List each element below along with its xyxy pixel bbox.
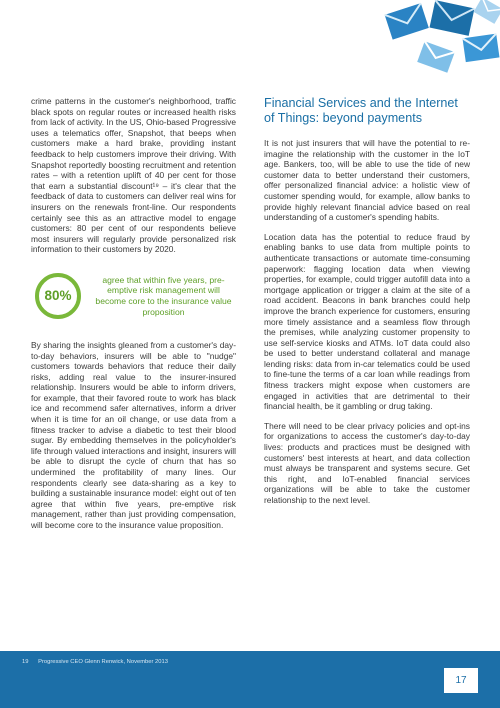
envelope-stack-icon xyxy=(380,0,500,95)
page-footer xyxy=(0,651,500,708)
right-column xyxy=(264,96,470,515)
footnote-text: Progressive CEO Glenn Renwick, November 2013 xyxy=(38,659,168,665)
section-heading: Financial Services and the Internet of Things: beyond payments xyxy=(264,96,458,125)
page-number xyxy=(444,668,478,693)
body-paragraph: Location data has the potential to reduce fraud by enabling banks to use data from multiple points to authenticate transactions or automate time-consuming paperwork: flagging location data when viewing properties, for example, could trigger autofill data into a mortgage application or trigger a claim at the site of a road accident. Beacons in bank branches could help improve the branch experience for customers, ensuring more timely assistance and a seamless flow through the premises, while analyzing customer propensity to use self-service kiosks and ATMs. IoT data could also be used to better understand collateral and manage lending risks: data from in-car telematics could be used to fine-tune the terms of a car loan while readings from fitness trackers might expose when customers are engaged in activities that are detrimental to their financial health, be it gambling or drug taking. xyxy=(264,231,470,412)
envelope-icon xyxy=(430,0,475,36)
stat-description: agree that within five years, pre-emptive risk management will become core to the insurance value proposition xyxy=(95,274,232,317)
left-column xyxy=(31,96,236,540)
envelope-icon xyxy=(462,34,499,62)
envelope-icon xyxy=(385,3,429,39)
envelope-icon xyxy=(417,41,455,73)
envelope-icon xyxy=(474,0,500,24)
stat-callout xyxy=(35,264,236,328)
body-paragraph: It is not just insurers that will have the potential to re-imagine the relationship with the customer in the IoT age. Bankers, too, will be able to use the tide of new customer data to better understand their customers, offer personalized financial advice: a holistic view of customer spending would, for example, allow banks to provide highly relevant financial advice based on real understanding of a customer's spending habits. xyxy=(264,138,470,223)
body-paragraph: There will need to be clear privacy policies and opt-ins for organizations to access the customer's day-to-day lives: products and practices must be designed with customers' best interests at heart, and data collection must always be transparent and systems secure. Get this right, and IoT-enabled financial services organizations will be able to take the customer relationship to the next level. xyxy=(264,420,470,505)
footnote xyxy=(22,659,168,666)
stat-ring xyxy=(35,273,81,319)
footnote-number: 19 xyxy=(22,659,29,665)
stat-value: 80% xyxy=(44,287,72,303)
body-paragraph: crime patterns in the customer's neighborhood, traffic black spots on regular routes or increased health risks from lack of activity. In the US, Ohio-based Progressive uses a telematics offer, Snapshot, that beeps when customers make a hard brake, providing instant feedback to help customers improve their driving. With Snapshot reportedly boosting recruitment and retention rates – with a retention uplift of 40 per cent for those that earn a substantial discount¹⁹ – it's clear that the feedback of data to customers can deliver real wins for insurers on the renewals front-line. Our respondents certainly see this as an attractive model to engage customers: 80 per cent of our respondents believe most insurers will regularly provide personalized risk information to their customers by 2020. xyxy=(31,96,236,255)
page-number-label: 17 xyxy=(455,675,467,686)
body-paragraph: By sharing the insights gleaned from a customer's day-to-day behaviors, insurers will be able to "nudge" customers towards behaviors that reduce their daily risks, adding real value to the insurer-insured relationship. Insurers would be able to inform drivers, for example, that their favored route to work has black ice and recommend safer alternatives, inform a driver when it is time for an oil change, or use data from a fitness tracker to advise a diabetic to test their blood sugar. By embedding themselves in the policyholder's life through valued interactions and insight, insurers will be able to disrupt the cycle of churn that has so undermined the profitability of many lines. Our respondents clearly see data-sharing as a key to building a sustainable insurance model: eight out of ten agree that within five years, pre-emptive risk management, rather than just providing compensation, will become core to the insurance value proposition. xyxy=(31,339,236,530)
